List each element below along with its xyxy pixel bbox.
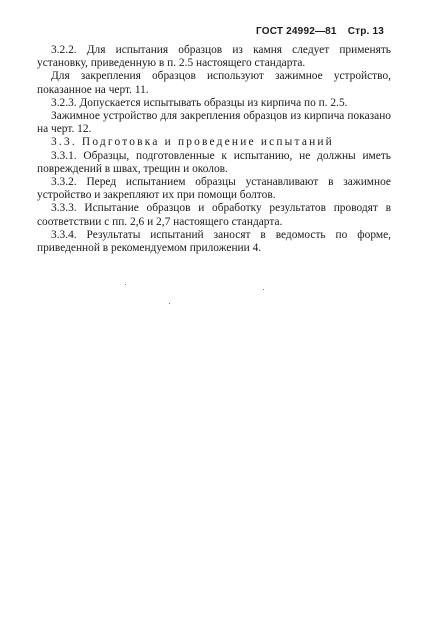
paragraph-3-2-2: 3.2.2. Для испытания образцов из камня следует применять установку, приведенную в п. 2.5 настоящего стандарта.: [37, 44, 391, 70]
body-text: [37, 44, 391, 255]
paragraph-3-3-4: 3.3.4. Результаты испытаний заносят в ведомость по форме, приведенной в рекомендуемом приложении 4.: [37, 228, 391, 255]
page-header: [256, 26, 384, 37]
paragraph-3-3-3: 3.3.3. Испытание образцов и обработку результатов проводят в соответствии с пп. 2,6 и 2,7 настоящего стандарта.: [37, 202, 391, 228]
paragraph-3-3-1: 3.3.1. Образцы, подготовленные к испытанию, не должны иметь повреждений в швах, трещин и околов.: [37, 149, 391, 175]
paragraph-clamp-device-brick: Зажимное устройство для закрепления образцов из кирпича показано на черт. 12.: [37, 110, 391, 136]
scan-speck: [263, 289, 264, 290]
standard-number: ГОСТ 24992—81: [255, 26, 337, 37]
page-number: Стр. 13: [347, 26, 384, 37]
scan-speck: [169, 303, 170, 304]
paragraph-clamp-device-stone: Для закрепления образцов используют зажимное устройство, показанное на черт. 11.: [37, 70, 391, 96]
section-heading-3-3: [37, 136, 391, 149]
paragraph-3-2-3: 3.2.3. Допускается испытывать образцы из кирпича по п. 2.5.: [51, 96, 348, 109]
section-heading-text: 3.3. Подготовка и проведение испытаний: [51, 136, 334, 149]
scan-speck: [125, 284, 126, 285]
paragraph-3-3-2: 3.3.2. Перед испытанием образцы устанавливают в зажимное устройство и закрепляют их при помощи болтов.: [37, 176, 391, 202]
